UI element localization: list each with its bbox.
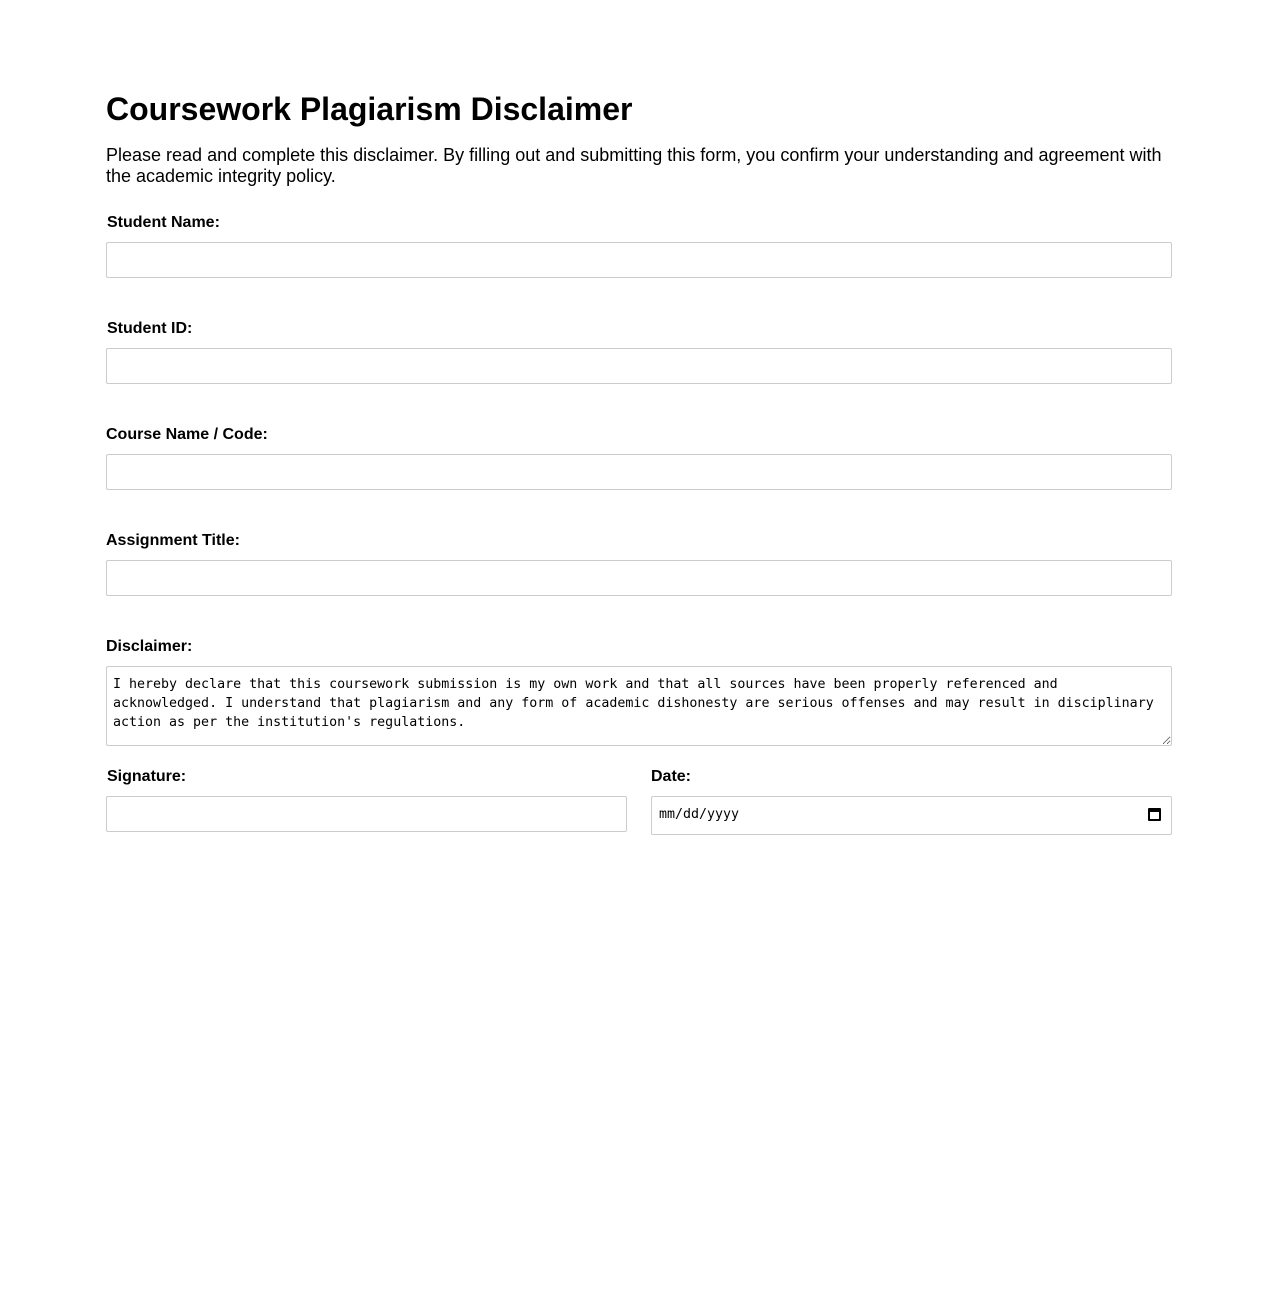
assignment-label: Assignment Title: [106,532,240,549]
assignment-input[interactable] [106,560,1172,596]
intro-text: Please read and complete this disclaimer. By filling out and submitting this form, you confirm your understanding and agreement with the academic integrity policy. [106,145,1162,186]
date-label: Date: [651,768,692,785]
date-input[interactable] [651,796,1172,835]
disclaimer-group [106,638,1172,751]
disclaimer-label: Disclaimer: [106,638,193,655]
calendar-icon[interactable] [1148,808,1161,821]
page-title: Coursework Plagiarism Disclaimer [106,91,633,127]
student-name-group [106,214,1172,278]
date-group [651,768,1172,835]
signature-input[interactable] [106,796,627,832]
course-input[interactable] [106,454,1172,490]
student-id-input[interactable] [106,348,1172,384]
student-id-group [106,320,1172,384]
student-name-label: Student Name: [107,214,220,231]
signature-group [106,768,627,832]
assignment-group [106,532,1172,596]
student-name-input[interactable] [106,242,1172,278]
signature-label: Signature: [107,768,187,785]
date-placeholder: mm/dd/yyyy [659,807,740,822]
course-group [106,426,1172,490]
student-id-label: Student ID: [107,320,193,337]
disclaimer-textarea[interactable] [106,666,1172,746]
course-label: Course Name / Code: [106,426,268,443]
